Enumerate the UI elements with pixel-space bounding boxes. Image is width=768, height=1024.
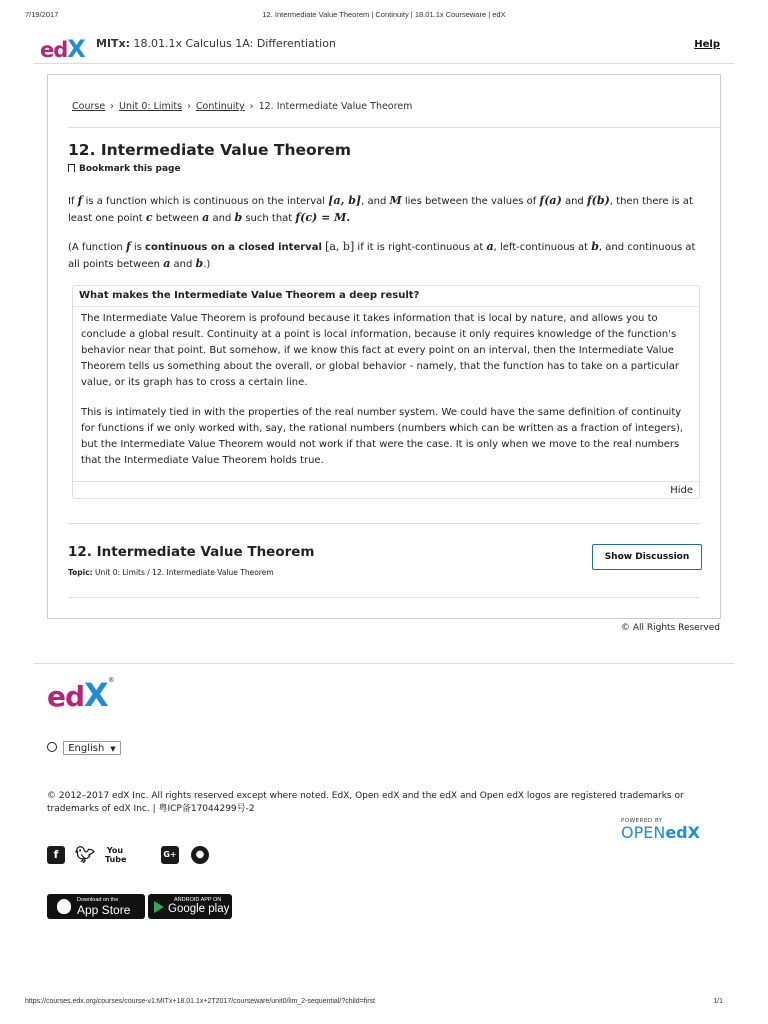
breadcrumb-section[interactable]: Continuity [195,101,245,112]
twitter-icon[interactable]: 🐦︎ [75,845,96,864]
app-store-button[interactable]: Download on the App Store [47,894,145,919]
breadcrumb: Course › Unit 0: Limits › Continuity › 12. Intermediate Value Theorem [72,101,413,112]
apple-icon [57,899,71,914]
divider [34,63,734,64]
language-selector [47,741,121,755]
help-link[interactable]: Help [694,39,720,50]
discussion-topic: Topic: Unit 0: Limits / 12. Intermediate Value Theorem [68,568,274,577]
print-footer [25,998,743,1010]
explanation-paragraph: This is intimately tied in with the properties of the real number system. We could have the same definition of continuity for functions if we only worked with, say, the rational numbers (numbers which can be written as a fraction of integers), but the Intermediate Value Theorem would not work if that were the case. It is only when we move to the real numbers that the Intermediate Value Theorem holds true. [81,407,684,466]
print-header [25,10,743,22]
bookmark-button[interactable]: Bookmark this page [68,164,181,174]
google-play-button[interactable]: ANDROID APP ON Google play [148,894,232,919]
expandable-explanation [72,285,700,499]
divider [34,663,734,664]
course-title: MITx: 18.01.1x Calculus 1A: Differentiation [96,37,336,50]
theorem-statement: If f is a function which is continuous on the interval [a, b], and M lies between the values of f(a) and f(b), then there is at least one point c between a and b such that f(c) = M. [68,194,693,224]
top-bar [34,30,734,63]
page-title: 12. Intermediate Value Theorem [68,141,352,159]
breadcrumb-current: 12. Intermediate Value Theorem [258,101,413,112]
print-page-number: 1/1 [713,998,723,1005]
show-discussion-button[interactable]: Show Discussion [592,544,702,570]
explanation-paragraph: The Intermediate Value Theorem is profound because it takes information that is local by nature, and allows you to conclude a global result. Continuity at a point is local information, because it only requires knowledge of the function's behavior near that point. But somehow, if we know this fact at every point on an interval, then the Intermediate Value Theorem tells us something about the overall, or global behavior - namely, that the function has to take on a particular value, or its graph has to cross a certain line. [81,313,679,388]
divider [68,597,700,598]
edx-logo[interactable]: edX [40,35,85,63]
courseware-content [47,74,721,619]
divider [68,127,720,128]
globe-icon [47,742,57,752]
powered-by-open-edx[interactable]: POWERED BY OPENedX [621,818,700,842]
facebook-icon[interactable]: f [47,846,65,864]
copyright-text: © 2012–2017 edX Inc. All rights reserved except where noted. EdX, Open edX and the edX and Open edX logos are registered trademarks or trademarks of edX Inc. | 粤ICP备17044299号-2 [47,791,684,814]
bookmark-icon [68,164,75,172]
explanation-heading[interactable]: What makes the Intermediate Value Theorem a deep result? [79,290,420,301]
footer-edx-logo[interactable]: edX® [47,676,114,714]
youtube-icon[interactable]: You Tube [105,846,127,864]
divider [68,523,700,524]
breadcrumb-course[interactable]: Course [72,101,106,112]
continuity-definition: (A function f is continuous on a closed interval [a, b] if it is right-continuous at a, left-continuous at b, and continuous at all points between a and b.) [68,240,696,270]
all-rights-reserved: © All Rights Reserved [620,623,720,633]
print-date: 7/19/2017 [25,10,59,19]
google-play-icon [154,901,164,913]
print-title: 12. Intermediate Value Theorem | Continuity | 18.01.1x Courseware | edX [262,10,506,19]
language-select[interactable]: English ▼ [63,741,121,755]
google-plus-icon[interactable]: G+ [161,846,179,864]
print-url: https://courses.edx.org/courses/course-v1:MITx+18.01.1x+2T2017/courseware/unit0/lim_2-sequential/?child=first [25,998,375,1005]
breadcrumb-unit[interactable]: Unit 0: Limits [118,101,183,112]
reddit-icon[interactable]: ● [191,846,209,864]
discussion-title: 12. Intermediate Value Theorem [68,544,315,560]
explanation-body [73,306,699,482]
hide-button[interactable]: Hide [670,485,693,496]
